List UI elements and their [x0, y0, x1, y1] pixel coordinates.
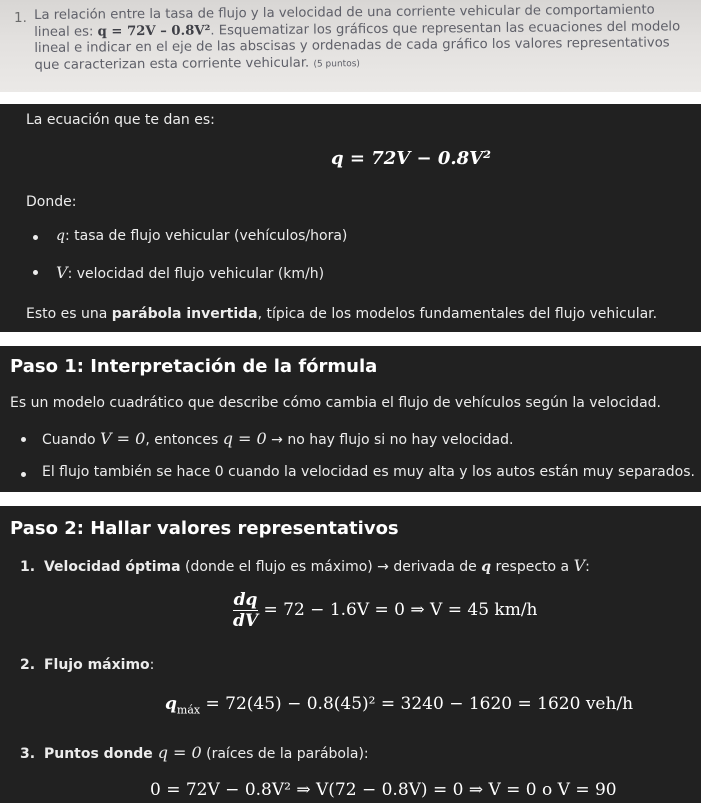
step2-heading: Paso 2: Hallar valores representativos: [10, 518, 399, 539]
question-photo: [0, 0, 701, 92]
step1-intro: Es un modelo cuadrático que describe cómo cambia el flujo de vehículos según la velocidad.: [10, 395, 661, 411]
question-line-3: lineal e indicar en el eje de las abscisas y ordenadas de cada gráfico los valores representativos: [34, 35, 670, 56]
bullet-dot: [21, 437, 26, 442]
equation-panel: [0, 104, 701, 332]
question-number: 1.: [14, 10, 27, 26]
bullet-v-definition: V: velocidad del flujo vehicular (km/h): [56, 263, 325, 282]
closing-sentence: Esto es una parábola invertida, típica de los modelos fundamentales del flujo vehicular.: [26, 306, 658, 322]
bullet-dot: [33, 235, 38, 240]
step1-heading: Paso 1: Interpretación de la fórmula: [10, 356, 378, 377]
question-line-4: que caracterizan esta corriente vehicular. (5 puntos): [34, 55, 360, 73]
bullet-q-definition: q: tasa de flujo vehicular (vehículos/hora): [56, 228, 348, 244]
main-equation: q = 72V − 0.8V²: [331, 148, 491, 169]
step2-item-2: 2. Flujo máximo:: [20, 657, 155, 673]
max-flow-equation: $q_{máx} = 72(45) - 0.8(45)^2 = 3240 - 1620 = 1620$ veh/h: [165, 694, 634, 717]
step2-panel: [0, 506, 701, 803]
step1-panel: [0, 346, 701, 492]
derivative-fraction: $\frac{dq}{dV}$: [233, 590, 259, 631]
question-points: (5 puntos): [313, 58, 360, 70]
bullet-dot: [21, 472, 26, 477]
derivative-equation: $\frac{dq}{dV}$ = 72 − 1.6V = 0 ⇒ V = 45 km/h: [233, 590, 538, 631]
question-text: [34, 2, 685, 75]
step1-bullet-2: El flujo también se hace 0 cuando la velocidad es muy alta y los autos están muy separados.: [42, 464, 695, 480]
step2-item-3: 3. Puntos donde q = 0 (raíces de la parábola):: [20, 743, 369, 762]
bullet-dot: [33, 270, 38, 275]
question-line-1: La relación entre la tasa de flujo y la velocidad de una corriente vehicular de comportamiento: [34, 2, 655, 23]
question-line-2: lineal es: q = 72V – 0.8V². Esquematizar los gráficos que representan las ecuaciones del modelo: [34, 18, 681, 40]
question-formula: q = 72V – 0.8V²: [97, 22, 211, 39]
step1-bullet-1: Cuando V = 0, entonces q = 0 → no hay flujo si no hay velocidad.: [42, 429, 514, 448]
donde-label: Donde:: [26, 194, 77, 210]
roots-equation: 0 = 72V − 0.8V² ⇒ V(72 − 0.8V) = 0 ⇒ V = 0 o V = 90: [150, 780, 617, 800]
equation-intro: La ecuación que te dan es:: [26, 112, 215, 128]
step2-item-1: 1. Velocidad óptima (donde el flujo es máximo) → derivada de q respecto a V:: [20, 556, 590, 575]
